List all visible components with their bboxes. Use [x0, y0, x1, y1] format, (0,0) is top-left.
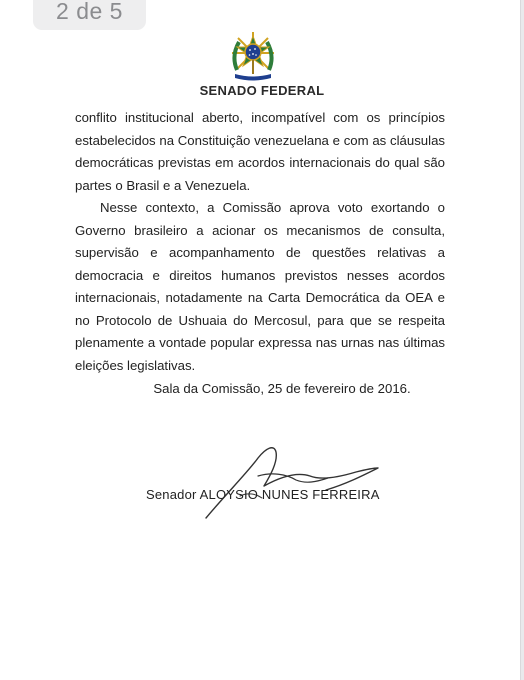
body-paragraph-2: Nesse contexto, a Comissão aprova voto exortando o Governo brasileiro a acionar os mecanismos de consulta, supervisão e acompanhamento de questões relativas a democracia e direitos humanos previstos nesses acordos internacionais, notadamente na Carta Democrática da OEA e no Protocolo de Ushuaia do Mercosul, para que se respeita plenamente a vontade popular expressa nas urnas nas últimas eleições legislativas. — [75, 200, 445, 373]
body-paragraph-1: conflito institucional aberto, incompatível com os princípios estabelecidos na Constituição venezuelana e com as cláusulas democráticas previstas em acordos internacionais do qual são partes o Brasil e a Venezuela. — [75, 110, 445, 193]
institution-name: SENADO FEDERAL — [199, 83, 325, 98]
page-indicator: 2 de 5 — [33, 0, 146, 30]
signatory-name: Senador ALOYSIO NUNES FERREIRA — [146, 487, 380, 502]
place-and-date: Sala da Comissão, 25 de fevereiro de 2016. — [153, 381, 411, 396]
brazil-coat-of-arms-icon — [229, 30, 277, 82]
document-body — [75, 107, 445, 377]
handwritten-signature — [196, 436, 386, 522]
